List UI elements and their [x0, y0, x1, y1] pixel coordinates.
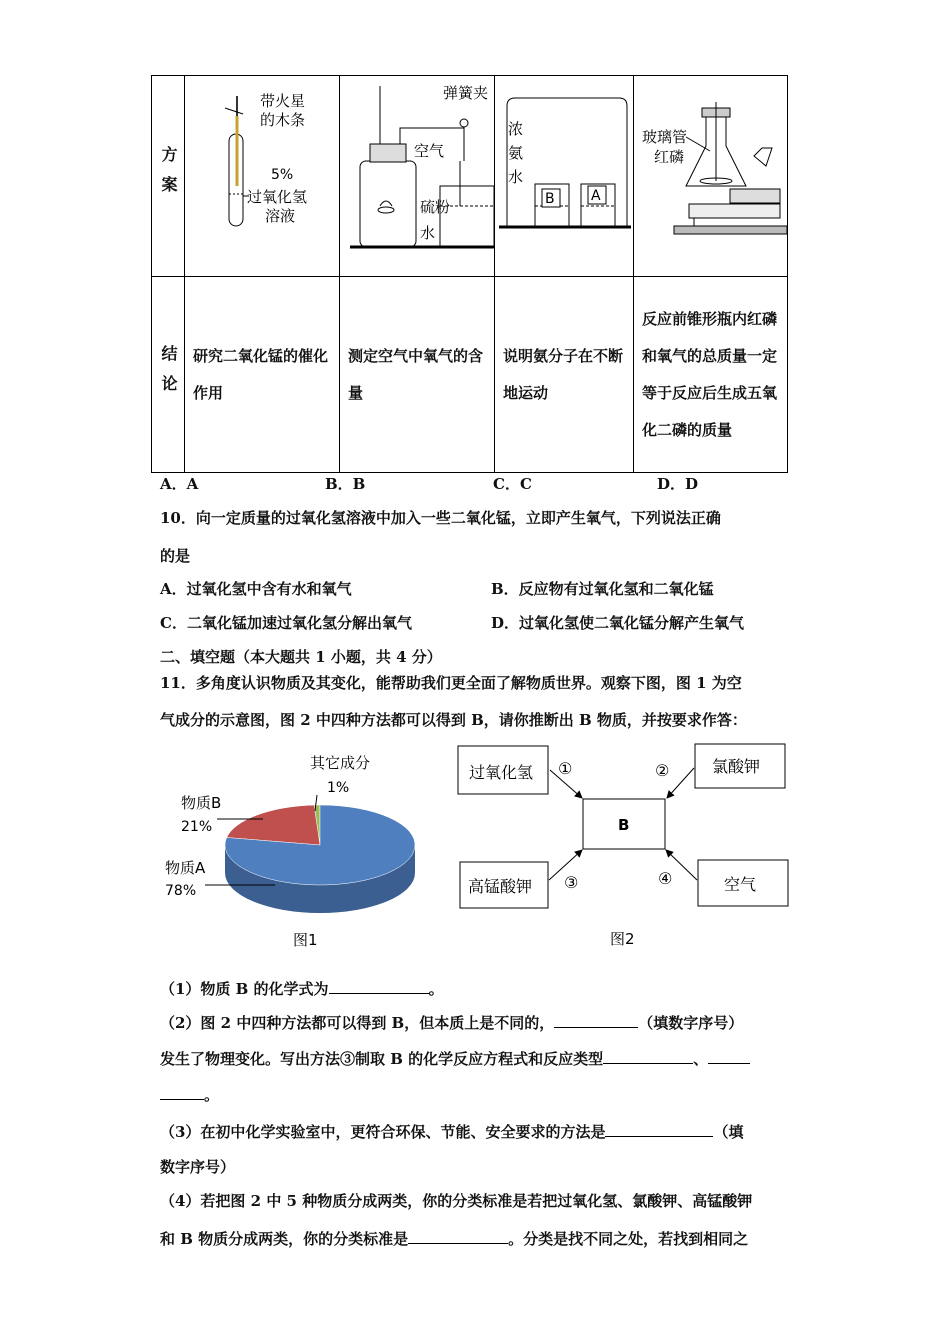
- answer-blank-4b[interactable]: [160, 1083, 204, 1100]
- plan-figure-c: [495, 76, 634, 277]
- svg-text:带火星: 带火星: [260, 92, 306, 110]
- subq4-line2: 和 B 物质分成两类，你的分类标准是 。分类是找不同之处，若找到相同之: [160, 1227, 748, 1249]
- plan-figure-a: [185, 76, 340, 277]
- subq2-line3: 。: [160, 1083, 219, 1105]
- q9-option-d[interactable]: D．D: [657, 475, 699, 493]
- q11-stem-line1: 11．多角度认识物质及其变化，能帮助我们更全面了解物质世界。观察下图，图 1 为空: [160, 674, 742, 692]
- plan-figure-b: [340, 76, 495, 277]
- subq2-line1: （2）图 2 中四种方法都可以得到 B，但本质上是不同的， （填数字序号）: [160, 1011, 743, 1033]
- svg-text:氨: 氨: [508, 144, 524, 162]
- svg-text:5%: 5%: [271, 167, 294, 183]
- subq3-line2: 数字序号）: [160, 1158, 236, 1176]
- mass-conservation-figure: [634, 76, 787, 272]
- svg-text:浓: 浓: [508, 120, 524, 138]
- pie-label-b-value: 21%: [181, 819, 213, 835]
- svg-text:的木条: 的木条: [260, 111, 306, 129]
- svg-text:水: 水: [420, 224, 436, 242]
- answer-blank-1[interactable]: [329, 977, 429, 994]
- figure2-caption: 图2: [610, 930, 635, 948]
- svg-text:氯酸钾: 氯酸钾: [712, 757, 761, 776]
- pie-label-a-value: 78%: [165, 883, 197, 899]
- arrow-2: [667, 768, 694, 798]
- num-4: ④: [658, 869, 673, 888]
- experiment-table: [151, 75, 788, 473]
- answer-blank-3[interactable]: [603, 1047, 693, 1064]
- conclusion-d: 反应前锥形瓶内红磷和氧气的总质量一定等于反应后生成五氧化二磷的质量: [634, 277, 788, 473]
- svg-text:空气: 空气: [724, 875, 757, 894]
- q10-stem-line2: 的是: [160, 547, 191, 565]
- svg-text:过氧化氢: 过氧化氢: [469, 763, 534, 782]
- svg-text:B: B: [545, 191, 555, 207]
- answer-blank-2[interactable]: [554, 1011, 638, 1028]
- svg-text:硫粉: 硫粉: [420, 198, 451, 216]
- num-1: ①: [558, 759, 573, 778]
- answer-blank-6[interactable]: [408, 1227, 508, 1244]
- subq3-line1: （3）在初中化学实验室中，更符合环保、节能、安全要求的方法是 （填: [160, 1120, 743, 1142]
- q10-option-c[interactable]: C．二氧化锰加速过氧化氢分解出氧气: [160, 614, 412, 632]
- answer-blank-5[interactable]: [605, 1120, 713, 1137]
- q9-option-b[interactable]: B．B: [325, 475, 366, 493]
- q10-option-d[interactable]: D．过氧化氢使二氧化锰分解产生氧气: [491, 614, 745, 632]
- svg-text:弹簧夹: 弹簧夹: [443, 84, 489, 102]
- oxygen-content-figure: [340, 76, 494, 272]
- test-tubes-figure: [185, 76, 339, 272]
- svg-text:空气: 空气: [414, 142, 445, 160]
- conclusion-b: 测定空气中氧气的含量: [340, 277, 495, 473]
- svg-text:过氧化氢: 过氧化氢: [247, 188, 308, 206]
- conclusion-c: 说明氨分子在不断地运动: [495, 277, 634, 473]
- q11-stem-line2: 气成分的示意图，图 2 中四种方法都可以得到 B，请你推断出 B 物质，并按要求作答：: [160, 711, 747, 729]
- pie-label-other-value: 1%: [327, 780, 350, 796]
- svg-text:溶液: 溶液: [265, 207, 296, 225]
- num-2: ②: [655, 761, 670, 780]
- answer-blank-4a[interactable]: [708, 1047, 750, 1064]
- ammonia-diffusion-figure: [495, 76, 633, 272]
- air-composition-pie-chart: [155, 745, 425, 955]
- q9-option-c[interactable]: C．C: [493, 475, 532, 493]
- q9-option-a[interactable]: A．A: [160, 475, 199, 493]
- q10-option-b[interactable]: B．反应物有过氧化氢和二氧化锰: [491, 580, 714, 598]
- conclusion-row-label: 结论: [152, 277, 185, 473]
- conclusion-a: 研究二氧化锰的催化作用: [185, 277, 340, 473]
- svg-text:高锰酸钾: 高锰酸钾: [468, 877, 533, 896]
- q10-stem-line1: 10．向一定质量的过氧化氢溶液中加入一些二氧化锰，立即产生氧气，下列说法正确: [160, 509, 721, 527]
- svg-text:玻璃管: 玻璃管: [642, 128, 688, 146]
- subq1: （1）物质 B 的化学式为 。: [160, 977, 444, 999]
- pie-label-a-name: 物质A: [165, 859, 206, 877]
- q10-option-a[interactable]: A．过氧化氢中含有水和氧气: [160, 580, 352, 598]
- subq4-line1: （4）若把图 2 中 5 种物质分成两类，你的分类标准是若把过氧化氢、氯酸钾、高锰酸钾: [160, 1192, 753, 1210]
- svg-text:水: 水: [508, 168, 524, 186]
- figure2-diagram: [452, 740, 797, 950]
- pie-label-other-name: 其它成分: [310, 754, 371, 772]
- pie-label-b-name: 物质B: [181, 794, 222, 812]
- svg-text:A: A: [591, 188, 601, 204]
- num-3: ③: [564, 873, 579, 892]
- svg-text:红磷: 红磷: [654, 148, 685, 166]
- plan-row-label: 方案: [152, 76, 185, 277]
- subq2-line2: 发生了物理变化。写出方法③制取 B 的化学反应方程式和反应类型 、: [160, 1047, 750, 1069]
- figure1-caption: 图1: [293, 931, 318, 949]
- section-heading: 二、填空题（本大题共 1 小题，共 4 分）: [160, 648, 442, 666]
- svg-text:B: B: [618, 816, 630, 834]
- plan-figure-d: [634, 76, 788, 277]
